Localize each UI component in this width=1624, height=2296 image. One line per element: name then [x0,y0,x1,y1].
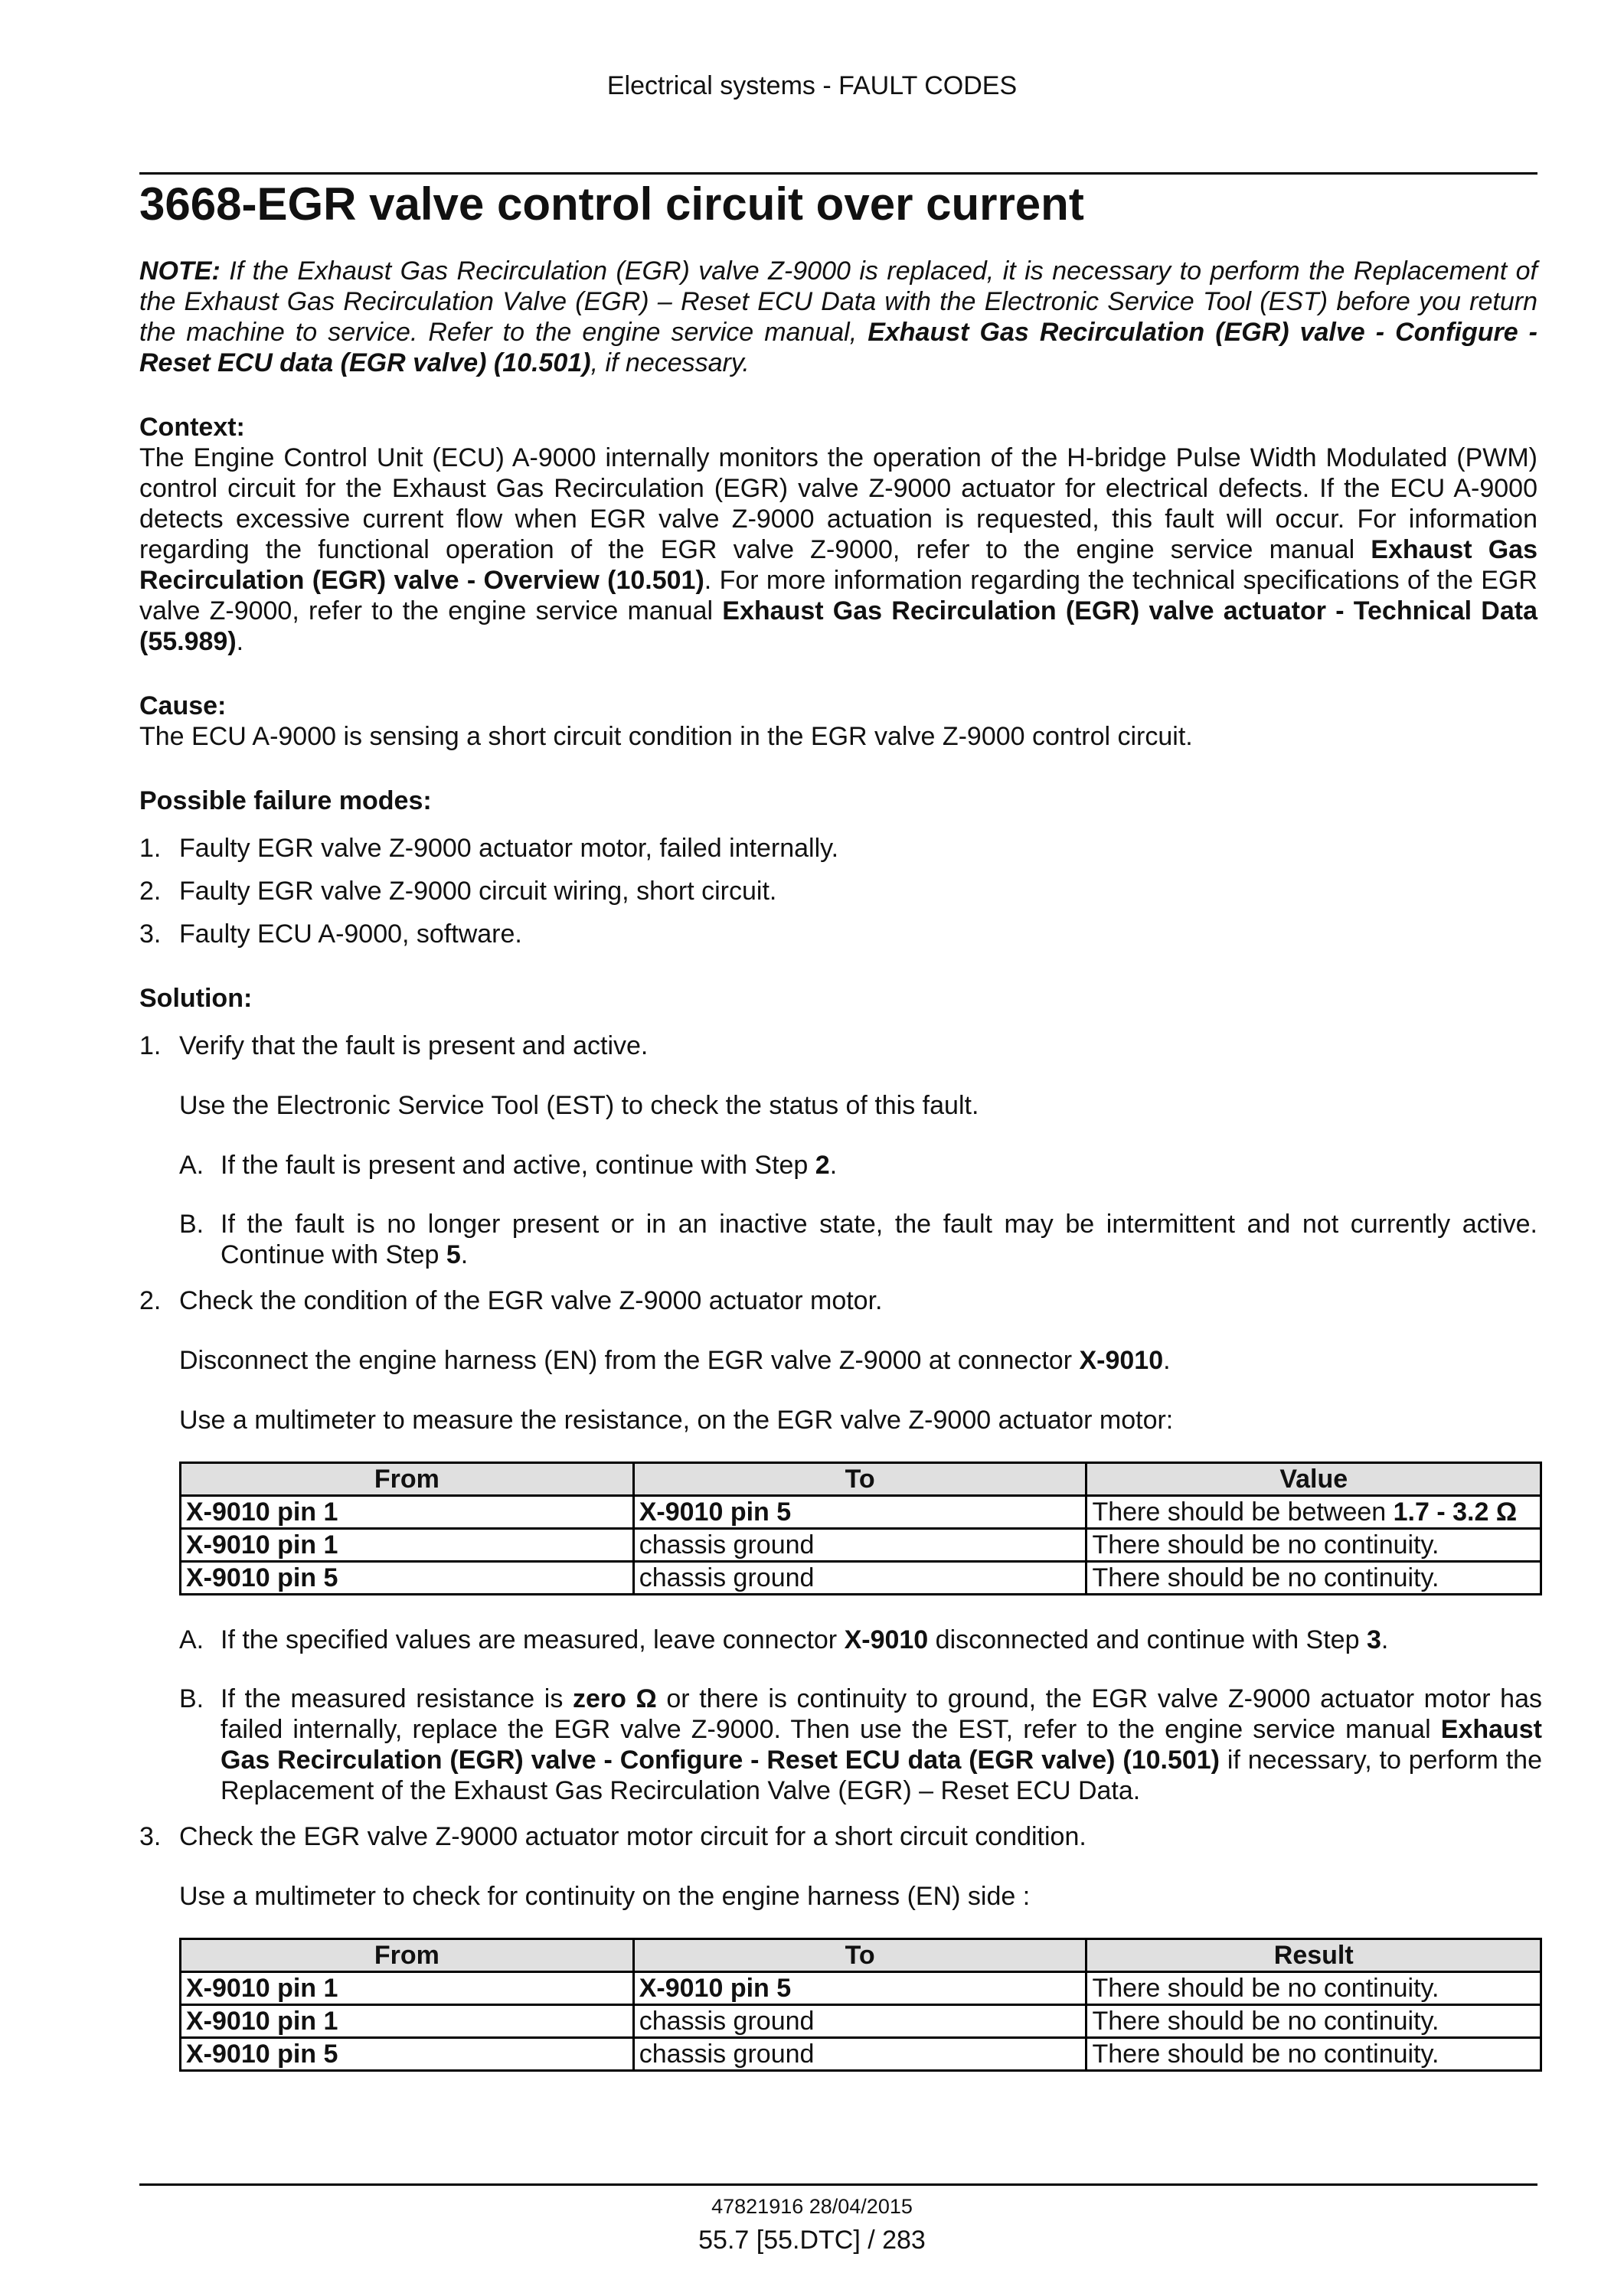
resistance-table [179,1462,1542,1595]
table-row [181,2038,1541,2071]
note-paragraph [139,256,1537,378]
column-header-to: To [633,1463,1086,1496]
table-header-row [181,1939,1541,1972]
option-text: . [1381,1625,1389,1654]
solution-steps [139,1030,1543,2072]
solution-step-2 [139,1285,1543,1806]
note-reference: Exhaust Gas Recirculation (EGR) valve - Configure - Reset ECU data (EGR valve) (10.501) [139,318,1537,377]
table-row [181,1529,1541,1562]
cause-paragraph: The ECU A-9000 is sensing a short circuit condition in the EGR valve Z-9000 control circuit. [139,722,1193,751]
option-text: . [829,1151,838,1180]
table-header-row [181,1463,1541,1496]
context-text: . For more information regarding the technical specifications of the EGR valve Z-9000, refer to the engine service manual [139,566,1537,625]
cell-from: X-9010 pin 5 [181,2038,634,2071]
step-text: Check the EGR valve Z-9000 actuator motor circuit for a short circuit condition. [179,1822,1086,1851]
failure-modes-heading: Possible failure modes: [139,786,432,815]
cell-to: chassis ground [633,2005,1086,2038]
option-text: If the fault is no longer present or in an inactive state, the fault may be intermittent and not currently active. Continue with Step [221,1210,1537,1269]
table-row [181,2005,1541,2038]
manual-reference: Exhaust Gas Recirculation (EGR) valve - Configure - Reset ECU data (EGR valve) (10.501) [221,1715,1542,1775]
failure-modes-list [139,833,1537,949]
option-text: . [460,1240,469,1269]
step-body [179,1030,1537,1270]
list-item [139,919,1537,949]
cell-value [1086,1496,1541,1529]
cell-from: X-9010 pin 1 [181,1496,634,1529]
column-header-from: From [181,1939,634,1972]
footer-divider [139,2183,1537,2186]
option-letter: A. [179,1151,204,1180]
column-header-to: To [633,1939,1086,1972]
step-option-a [179,1625,1542,1655]
table-row [181,1562,1541,1595]
value-text: There should be between [1092,1497,1394,1527]
list-item-number: 1. [139,834,162,863]
column-header-value: Value [1086,1463,1541,1496]
context-reference-overview: Exhaust Gas Recirculation (EGR) valve - Overview (10.501) [139,535,1537,595]
page-title: 3668-EGR valve control circuit over current [139,178,1084,230]
table-row [181,1972,1541,2005]
cell-to: chassis ground [633,1529,1086,1562]
step-number: 2. [139,1286,162,1315]
cell-to: X-9010 pin 5 [633,1972,1086,2005]
note-text: If the Exhaust Gas Recirculation (EGR) valve Z-9000 is replaced, it is necessary to perform the Replacement of the Exhaust Gas Recirculation Valve (EGR) – Reset ECU Data with the Electronic Service Tool (EST) before you return the machine to service. Refer to the engine service manual, [139,256,1537,347]
header-divider [139,172,1537,175]
solution-step-3 [139,1821,1537,2072]
step-options [179,1150,1537,1270]
step-options [179,1625,1542,1806]
cell-from: X-9010 pin 1 [181,1529,634,1562]
context-heading: Context: [139,413,245,442]
instruction-text: Disconnect the engine harness (EN) from the EGR valve Z-9000 at connector [179,1346,1080,1375]
list-item [139,876,1537,906]
continuity-table [179,1938,1542,2072]
list-item-number: 2. [139,877,162,906]
column-header-from: From [181,1463,634,1496]
connector-ref: X-9010 [1079,1346,1164,1375]
option-step-ref: 2 [815,1151,830,1180]
step-body [179,1285,1542,1806]
step-text: Verify that the fault is present and active. [179,1031,649,1060]
context-reference-technical-data: Exhaust Gas Recirculation (EGR) valve actuator - Technical Data (55.989) [139,596,1537,656]
connector-ref: X-9010 [844,1625,929,1654]
cell-value: There should be no continuity. [1086,1529,1541,1562]
option-letter: B. [179,1210,204,1239]
step-instruction: Use the Electronic Service Tool (EST) to check the status of this fault. [179,1091,979,1120]
note-label: NOTE: [139,256,221,286]
list-item-text: Faulty EGR valve Z-9000 circuit wiring, short circuit. [179,877,777,906]
step-number: 1. [139,1031,162,1060]
list-item-number: 3. [139,919,162,949]
cell-value: There should be no continuity. [1086,1562,1541,1595]
step-option-a [179,1150,1537,1181]
cell-from: X-9010 pin 1 [181,1972,634,2005]
option-text: If the specified values are measured, leave connector [221,1625,845,1654]
option-text: disconnected and continue with Step [928,1625,1367,1654]
step-instruction [179,1345,1542,1376]
cell-to: chassis ground [633,2038,1086,2071]
cell-to: X-9010 pin 5 [633,1496,1086,1529]
value-range: 1.7 - 3.2 Ω [1393,1497,1518,1527]
cell-result: There should be no continuity. [1086,2005,1541,2038]
step-option-b [179,1684,1542,1806]
option-text: If the fault is present and active, continue with Step [221,1151,815,1180]
footer-page-number: 55.7 [55.DTC] / 283 [698,2226,926,2255]
option-step-ref: 5 [446,1240,461,1269]
cell-from: X-9010 pin 1 [181,2005,634,2038]
step-option-b [179,1209,1537,1270]
cell-result: There should be no continuity. [1086,2038,1541,2071]
step-number: 3. [139,1822,162,1851]
cell-from: X-9010 pin 5 [181,1562,634,1595]
cell-result: There should be no continuity. [1086,1972,1541,2005]
step-instruction: Use a multimeter to check for continuity on the engine harness (EN) side : [179,1882,1031,1911]
cause-heading: Cause: [139,691,227,720]
list-item [139,833,1537,864]
footer-doc-number: 47821916 28/04/2015 [711,2195,913,2218]
option-letter: A. [179,1625,204,1654]
option-step-ref: 3 [1366,1625,1381,1654]
context-text: The Engine Control Unit (ECU) A-9000 internally monitors the operation of the H-bridge Pulse Width Modulated (PWM) control circuit for the Exhaust Gas Recirculation (EGR) valve Z-9000 actuator for electrical defects. If the ECU A-9000 detects excessive current flow when EGR valve Z-9000 actuation is requested, this fault will occur. For information regarding the functional operation of the EGR valve Z-9000, refer to the engine service manual [139,443,1537,564]
step-body [179,1821,1542,2072]
list-item-text: Faulty ECU A-9000, software. [179,919,522,949]
option-text: if necessary, to perform the Replacement of the Exhaust Gas Recirculation Valve (EGR) – Reset ECU Data. [221,1746,1543,1805]
option-text: If the measured resistance is [221,1684,573,1713]
solution-step-1 [139,1030,1537,1270]
list-item-text: Faulty EGR valve Z-9000 actuator motor, failed internally. [179,834,839,863]
page-header: Electrical systems - FAULT CODES [606,71,1018,100]
resistance-value: zero Ω [572,1684,657,1713]
context-paragraph [139,443,1537,657]
context-text: . [236,627,244,656]
table-row [181,1496,1541,1529]
note-text-end: , if necessary. [590,348,750,377]
step-instruction: Use a multimeter to measure the resistance, on the EGR valve Z-9000 actuator motor: [179,1406,1174,1435]
column-header-result: Result [1086,1939,1541,1972]
option-text: or there is continuity to ground, the EGR valve Z-9000 actuator motor has failed internally, replace the EGR valve Z-9000. Then use the EST, refer to the engine service manual [221,1684,1542,1744]
cell-to: chassis ground [633,1562,1086,1595]
step-text: Check the condition of the EGR valve Z-9000 actuator motor. [179,1286,883,1315]
page-content [139,178,1543,2072]
instruction-text: . [1163,1346,1171,1375]
option-letter: B. [179,1684,204,1713]
solution-heading: Solution: [139,984,253,1013]
